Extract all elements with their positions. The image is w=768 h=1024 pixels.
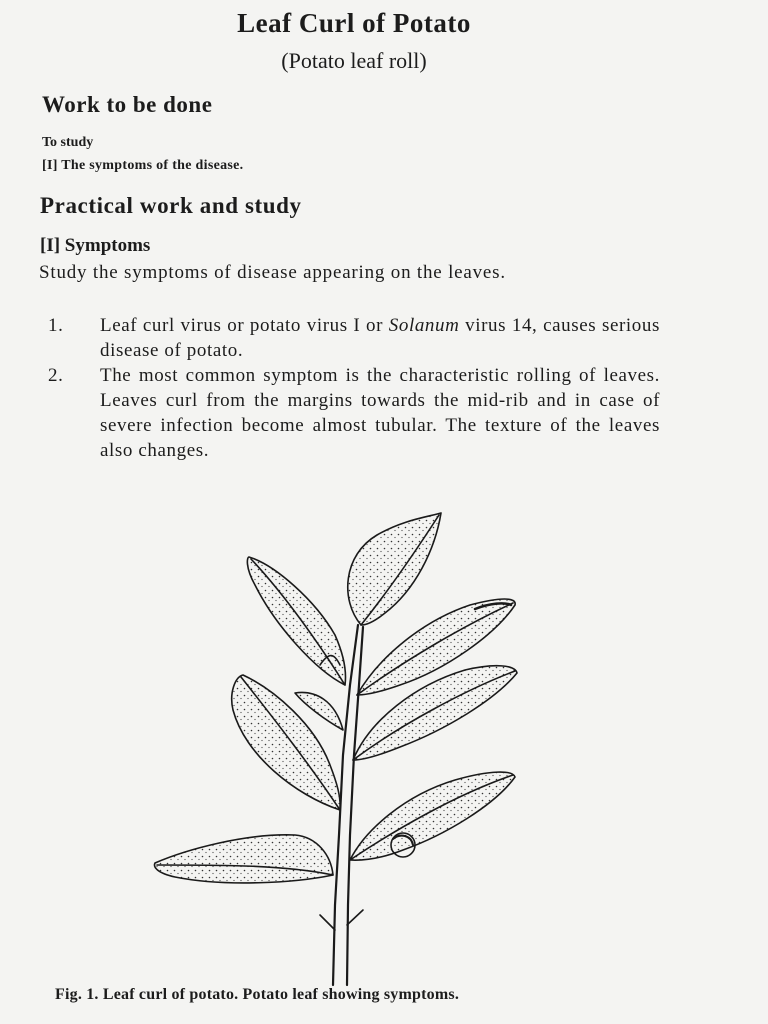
list-text: virus 14, causes serious disease of potato. xyxy=(100,315,660,361)
figure-caption: Fig. 1. Leaf curl of potato. Potato leaf showing symptoms. xyxy=(55,986,460,1003)
to-study-label: To study xyxy=(42,135,94,150)
symptom-list xyxy=(48,313,660,463)
work-heading: Work to be done xyxy=(42,92,213,117)
list-number: 2. xyxy=(48,365,64,386)
leaf xyxy=(350,772,515,860)
list-text: Leaf curl virus or potato virus I or xyxy=(100,315,389,336)
page-subtitle: (Potato leaf roll) xyxy=(281,48,427,73)
potato-plant-illustration xyxy=(145,505,535,990)
symptoms-heading: [I] Symptoms xyxy=(40,235,151,256)
list-italic-term: Solanum xyxy=(388,315,460,336)
leaf xyxy=(247,557,345,685)
leaf xyxy=(232,675,340,810)
practical-heading: Practical work and study xyxy=(40,193,302,218)
leaf xyxy=(155,835,333,883)
intro-paragraph: Study the symptoms of disease appearing on the leaves. xyxy=(39,262,506,283)
list-item xyxy=(48,363,660,463)
list-text: The most common symptom is the characteristic rolling of leaves. Leaves curl from the margins towards the mid-rib and in case of severe infection become almost tubular. The texture of the leaves also changes. xyxy=(100,365,660,461)
list-item xyxy=(48,313,660,363)
page-title: Leaf Curl of Potato xyxy=(237,8,471,38)
list-number: 1. xyxy=(48,315,64,336)
leaf xyxy=(348,513,441,625)
study-item: [I] The symptoms of the disease. xyxy=(42,158,244,173)
